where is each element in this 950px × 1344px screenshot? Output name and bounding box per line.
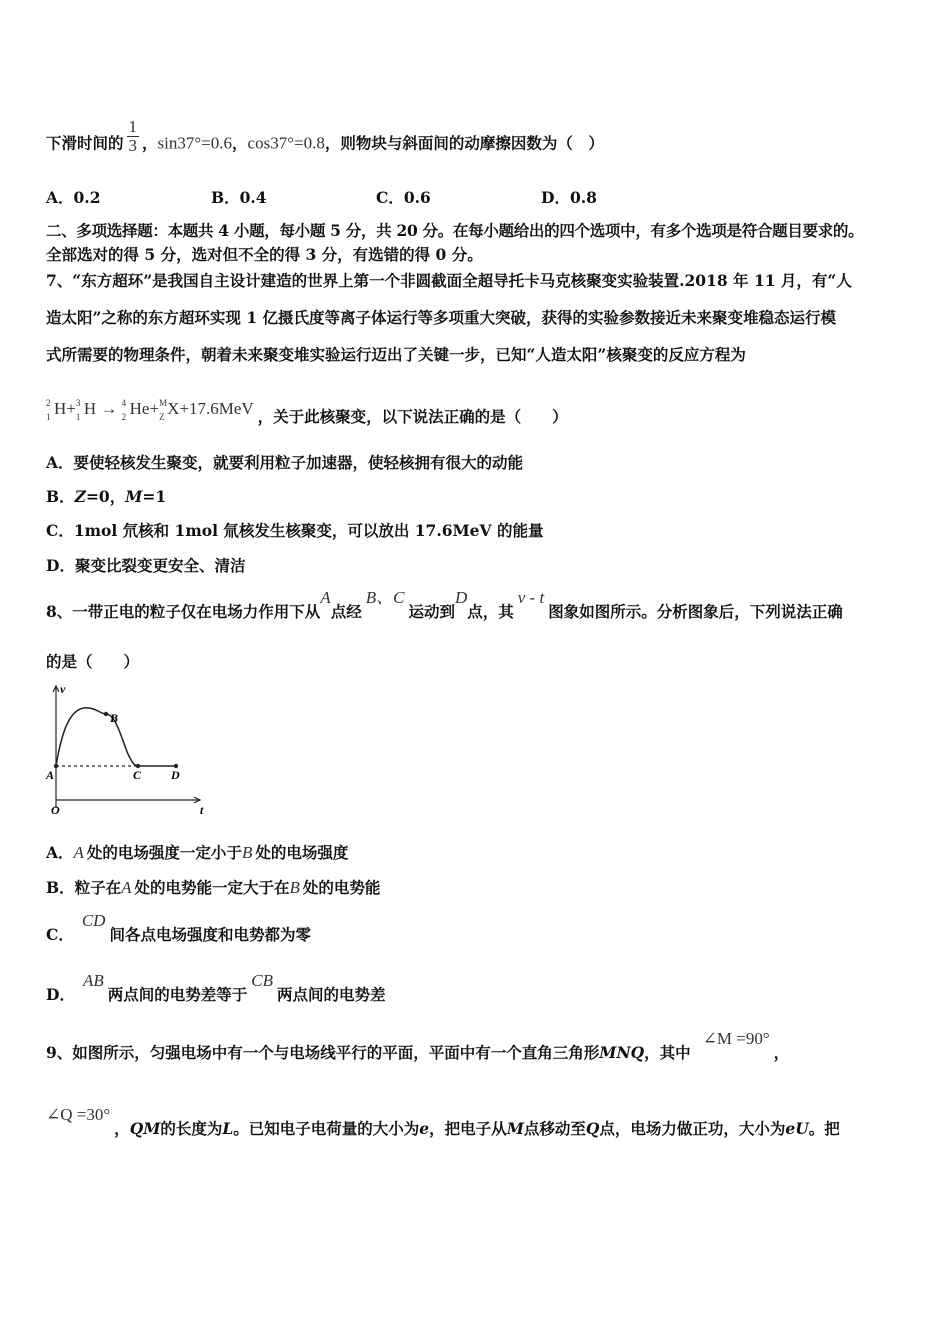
q7-option-d: D．聚变比裂变更安全、清洁 (46, 556, 246, 575)
label-v: v (60, 682, 66, 696)
q7-line3: 式所需要的物理条件，朝着未来聚变堆实验运行迈出了关键一步，已知“人造太阳”核聚变的反应方程为 (46, 345, 746, 364)
sin-expression: sin37°=0.6 (157, 133, 233, 153)
q6-stem: 下滑时间的 $\frac{1}{3}$ ，sin37°=0.6，cos37°=0.8，则物块与斜面间的动摩擦因数为（ ） (46, 117, 604, 155)
q6-option-b: B．0.4 (211, 188, 267, 207)
label-o: O (51, 803, 60, 817)
q8-vt-graph (44, 680, 210, 820)
point-a (54, 764, 58, 768)
cos-expression: cos37°=0.8 (247, 133, 325, 153)
q7-equation-line: 2 1 H+ 3 1 H → 4 2 He+ M Z X+17.6MeV ，关于此核聚变，以下说法正确的是（ ） (46, 398, 568, 426)
q8-option-b: B．粒子在A 处的电势能一定大于在B 处的电势能 (46, 878, 381, 897)
nuclear-equation: 2 1 H+ 3 1 H → 4 2 He+ M Z X+17.6MeV (46, 398, 254, 422)
q6-option-a: A．0.2 (46, 188, 101, 207)
q9-stem-line1: 9、如图所示，匀强电场中有一个与电场线平行的平面，平面中有一个直角三角形MNQ，其中∠M =90°， (46, 1029, 790, 1062)
q8-stem-line1: 8、一带正电的粒子仅在电场力作用下从A点经B、C运动到D点，其v - t图象如图所示。分析图象后，下列说法正确 (46, 588, 843, 621)
label-b: B (110, 711, 119, 725)
q7-line1: 7、“东方超环”是我国自主设计建造的世界上第一个非圆截面全超导托卡马克核聚变实验装置.2018 年 11 月，有“人 (46, 271, 852, 290)
label-c: C (133, 768, 142, 782)
q7-option-b: B．Z=0，M=1 (46, 487, 167, 506)
q7-option-c: C．1mol 氘核和 1mol 氚核发生核聚变，可以放出 17.6MeV 的能量 (46, 521, 544, 540)
velocity-curve (56, 708, 138, 766)
section2-instructions-line1: 二、多项选择题：本题共 4 小题，每小题 5 分，共 20 分。在每小题给出的四个选项中，有多个选项是符合题目要求的。 (46, 221, 864, 240)
section2-instructions-line2: 全部选对的得 5 分，选对但不全的得 3 分，有选错的得 0 分。 (46, 245, 483, 264)
q8-stem-line2: 的是（ ） (46, 652, 140, 671)
q8-option-c: C．CD间各点电场强度和电势都为零 (46, 911, 311, 944)
label-t: t (200, 803, 204, 817)
q7-option-a: A．要使轻核发生聚变，就要利用粒子加速器，使轻核拥有很大的动能 (46, 453, 524, 472)
q6-option-d: D．0.8 (541, 188, 597, 207)
q9-stem-line2: ∠Q =30°，QM的长度为L。已知电子电荷量的大小为e，把电子从M点移动至Q点，电场力做正功，大小为eU。把 (46, 1105, 840, 1138)
q7-line2: 造太阳”之称的东方超环实现 1 亿摄氏度等离子体运行等多项重大突破，获得的实验参数接近未来聚变堆稳态运行模 (46, 308, 836, 327)
q6-option-c: C．0.6 (376, 188, 431, 207)
fraction-one-third: $\frac{1}{3}$ (128, 117, 138, 155)
point-b (104, 712, 108, 716)
label-d: D (171, 768, 180, 782)
q8-option-a: A．A 处的电场强度一定小于B 处的电场强度 (46, 843, 349, 862)
label-a: A (46, 768, 55, 782)
q8-option-d: D．AB两点间的电势差等于CB两点间的电势差 (46, 971, 386, 1004)
